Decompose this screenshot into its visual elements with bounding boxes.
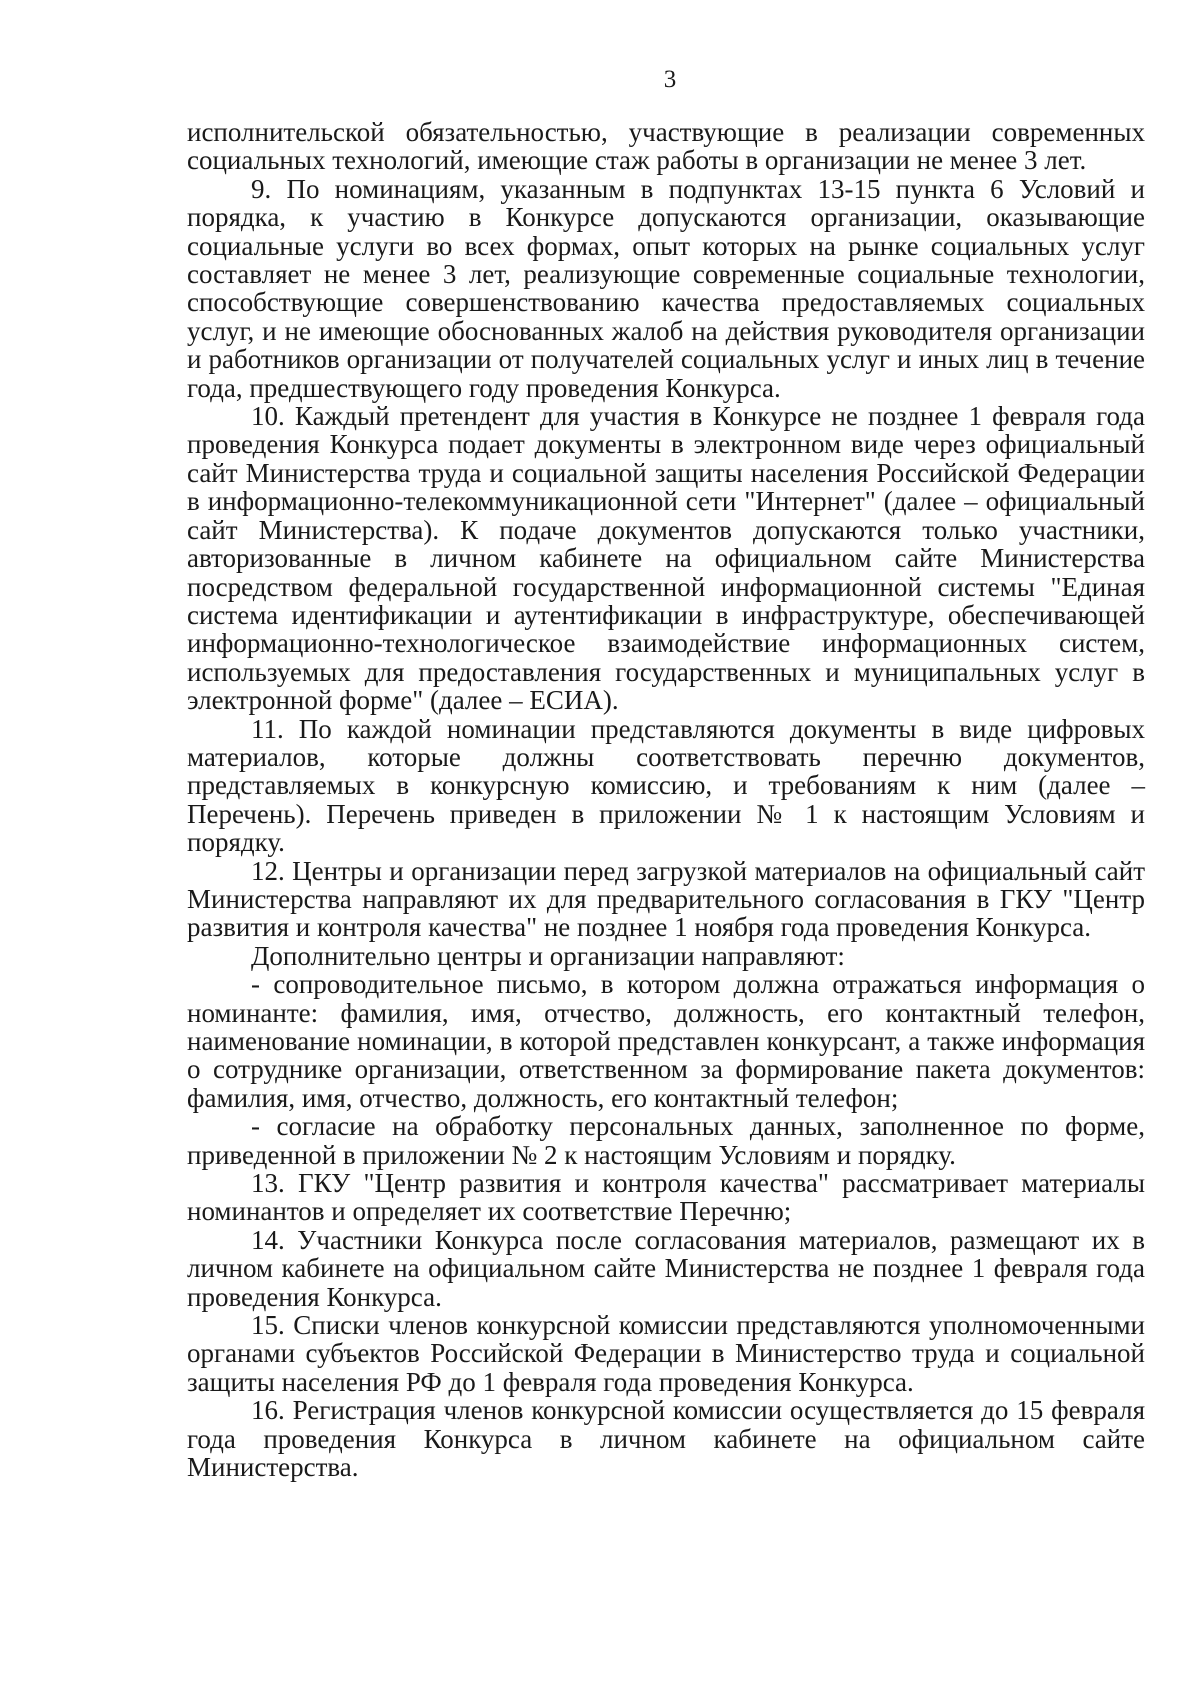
page-number: 3 [663,66,677,93]
paragraph-continuation: исполнительской обязательностью, участвующие в реализации современных социальных технологий, имеющие стаж работы в организации не менее 3 лет. [187,117,1145,176]
paragraph-12: 12. Центры и организации перед загрузкой материалов на официальный сайт Министерства направляют их для предварительного согласования в ГКУ "Центр развития и контроля качества" не позднее 1 ноября года проведения Конкурса. [187,855,1145,943]
paragraph-16: 16. Регистрация членов конкурсной комиссии осуществляется до 15 февраля года проведения Конкурса в личном кабинете на официальном сайте Министерства. [187,1395,1145,1483]
paragraph-10: 10. Каждый претендент для участия в Конкурсе не позднее 1 февраля года проведения Конкурса подает документы в электронном виде через официальный сайт Министерства труда и социальной защиты населения Российской Федерации в информационно-телекоммуникационной сети "Интернет" (далее – официальный сайт Министерства). К подаче документов допускаются только участники, авторизованные в личном кабинете на официальном сайте Министерства посредством федеральной государственной информационной системы "Единая система идентификации и аутентификации в инфраструктуре, обеспечивающей информационно-технологическое взаимодействие информационных систем, используемых для предоставления государственных и муниципальных услуг в электронной форме" (далее – ЕСИА). [187,401,1145,716]
paragraph-13: 13. ГКУ "Центр развития и контроля качества" рассматривает материалы номинантов и определяет их соответствие Перечню; [187,1168,1145,1227]
paragraph-9: 9. По номинациям, указанным в подпунктах 13-15 пункта 6 Условий и порядка, к участию в Конкурсе допускаются организации, оказывающие социальные услуги во всех формах, опыт которых на рынке социальных услуг составляет не менее 3 лет, реализующие современные социальные технологии, способствующие совершенствованию качества предоставляемых социальных услуг, и не имеющие обоснованных жалоб на действия руководителя организации и работников организации от получателей социальных услуг и иных лиц в течение года, предшествующего году проведения Конкурса. [187,173,1145,403]
paragraph-12-additional: Дополнительно центры и организации направляют: [251,940,845,971]
list-item-consent: - согласие на обработку персональных данных, заполненное по форме, приведенной в приложении № 2 к настоящим Условиям и порядку. [187,1111,1145,1170]
paragraph-15: 15. Списки членов конкурсной комиссии представляются уполномоченными органами субъектов Российской Федерации в Министерство труда и социальной защиты населения РФ до 1 февраля года проведения Конкурса. [187,1310,1145,1397]
list-item-cover-letter: - сопроводительное письмо, в котором должна отражаться информация о номинанте: фамилия, имя, отчество, должность, его контактный телефон, наименование номинации, в которой представлен конкурсант, а также информация о сотруднике организации, ответственном за формирование пакета документов: фамилия, имя, отчество, должность, его контактный телефон; [187,969,1145,1113]
document-body [187,118,1145,1482]
paragraph-11: 11. По каждой номинации представляются документы в виде цифровых материалов, которые должны соответствовать перечню документов, представляемых в конкурсную комиссию, и требованиям к ним (далее – Перечень). Перечень приведен в приложении № 1 к настоящим Условиям и порядку. [187,713,1145,858]
paragraph-14: 14. Участники Конкурса после согласования материалов, размещают их в личном кабинете на официальном сайте Министерства не позднее 1 февраля года проведения Конкурса. [187,1224,1145,1312]
